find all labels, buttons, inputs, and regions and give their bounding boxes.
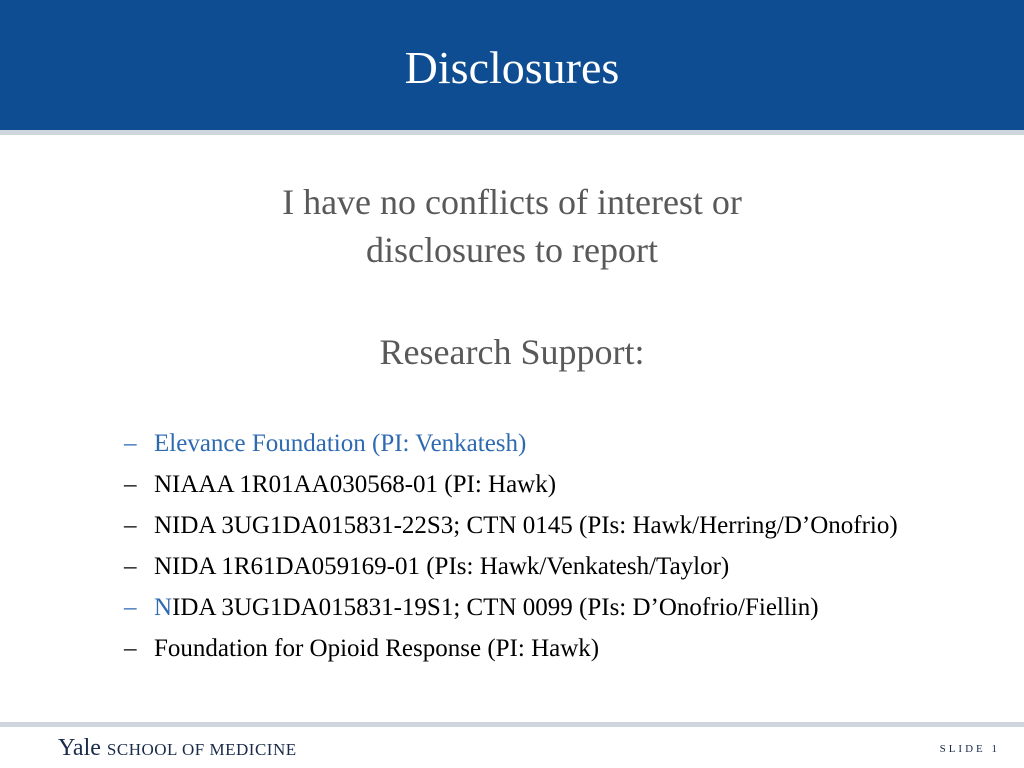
grant-text: Foundation for Opioid Response (PI: Hawk) bbox=[154, 635, 600, 662]
list-item bbox=[124, 510, 1004, 541]
disclosure-statement-line-1: I have no conflicts of interest or bbox=[282, 182, 742, 222]
yale-school-of-medicine-logo bbox=[58, 735, 297, 762]
grant-text: NIDA 1R61DA059169-01 (PIs: Hawk/Venkatesh/Taylor) bbox=[154, 553, 730, 580]
grant-text: IDA 3UG1DA015831-19S1; CTN 0099 (PIs: D’Onofrio/Fiellin) bbox=[172, 594, 819, 621]
title-bar bbox=[0, 0, 1024, 130]
footer-divider bbox=[0, 722, 1024, 727]
grant-text: Elevance Foundation (PI: Venkatesh) bbox=[154, 430, 527, 457]
grant-text: NIAAA 1R01AA030568-01 (PI: Hawk) bbox=[154, 471, 557, 498]
list-dash: – bbox=[124, 553, 137, 580]
list-dash: – bbox=[124, 512, 137, 539]
slide-number: SLIDE 1 bbox=[939, 743, 1000, 755]
research-support-list bbox=[124, 428, 1004, 674]
list-dash: – bbox=[124, 430, 137, 457]
grant-text: NIDA 3UG1DA015831-22S3; CTN 0145 (PIs: Hawk/Herring/D’Onofrio) bbox=[154, 512, 898, 539]
list-item bbox=[124, 551, 1004, 582]
list-item bbox=[124, 469, 1004, 500]
grant-text-first-letter: N bbox=[154, 594, 173, 621]
slide-title: Disclosures bbox=[404, 42, 620, 93]
disclosure-statement-line-2: disclosures to report bbox=[366, 230, 658, 270]
list-item bbox=[124, 428, 1004, 459]
list-item bbox=[124, 592, 1004, 623]
research-support-heading: Research Support: bbox=[379, 332, 645, 372]
list-item bbox=[124, 633, 1004, 664]
list-dash: – bbox=[124, 471, 137, 498]
header-divider bbox=[0, 130, 1024, 135]
disclosure-statement bbox=[0, 178, 1024, 274]
logo-yale-wordmark: Yale bbox=[58, 735, 101, 761]
list-dash: – bbox=[124, 635, 137, 662]
list-dash: – bbox=[124, 594, 137, 621]
logo-school-name: SCHOOL OF MEDICINE bbox=[106, 740, 297, 759]
